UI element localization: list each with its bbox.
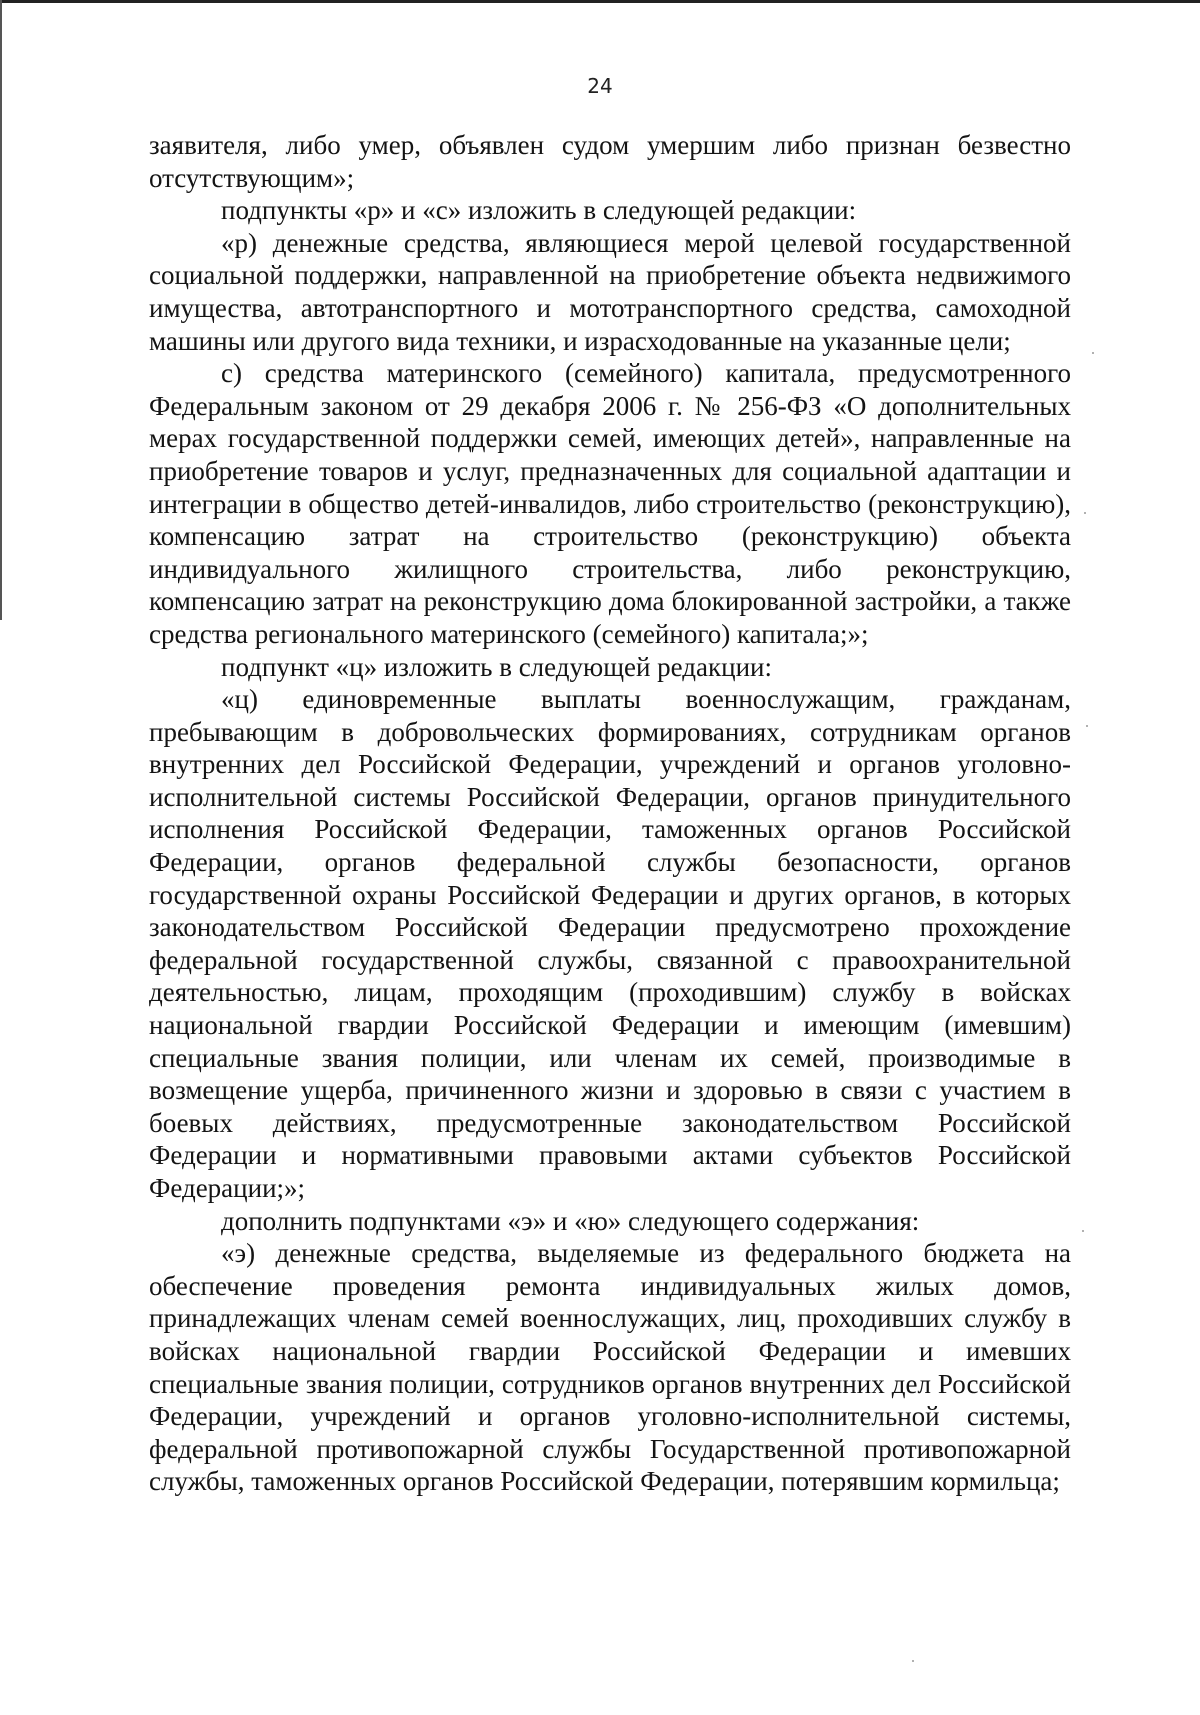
paragraph-subitem-e: «э) денежные средства, выделяемые из федерального бюджета на обеспечение проведения ремонта индивидуальных жилых домов, принадлежащих членам семей военнослужащих, лиц, проходивших службу в войсках национальной гвардии Российской Федерации и имевших специальные звания полиции, сотрудников органов внутренних дел Российской Федерации, учреждений и органов уголовно-исполнительной системы, федеральной противопожарной службы Государственной противопожарной службы, таможенных органов Российской Федерации, потерявшим кормильца; — [149, 1238, 1071, 1497]
page-number: 24 — [587, 74, 613, 98]
document-body — [149, 129, 1071, 1498]
paragraph-subitem-ts: «ц) единовременные выплаты военнослужащим, гражданам, пребывающим в добровольческих формированиях, сотрудникам органов внутренних дел Российской Федерации, учреждений и органов уголовно-исполнительной системы Российской Федерации, органов принудительного исполнения Российской Федерации, таможенных органов Российской Федерации, органов федеральной службы безопасности, органов государственной охраны Российской Федерации и других органов, в которых законодательством Российской Федерации предусмотрено прохождение федеральной государственной службы, связанной с правоохранительной деятельностью, лицам, проходящим (проходившим) службу в войсках национальной гвардии Российской Федерации и имеющим (имевшим) специальные звания полиции, или членам их семей, производимые в возмещение ущерба, причиненного жизни и здоровью в связи с участием в боевых действиях, предусмотренные законодательством Российской Федерации и нормативными правовыми актами субъектов Российской Федерации;»; — [149, 684, 1071, 1203]
scan-speck — [1084, 512, 1086, 514]
scan-speck — [1086, 725, 1088, 727]
paragraph-instruction-r-s: подпункты «р» и «с» изложить в следующей редакции: — [221, 195, 857, 226]
paragraph-instruction-e-yu: дополнить подпунктами «э» и «ю» следующего содержания: — [221, 1205, 920, 1236]
paragraph-subitem-s: с) средства материнского (семейного) капитала, предусмотренного Федеральным законом от 29 декабря 2006 г. № 256-ФЗ «О дополнительных мерах государственной поддержки семей, имеющих детей», направленные на приобретение товаров и услуг, предназначенных для социальной адаптации и интеграции в общество детей-инвалидов, либо строительство (реконструкцию), компенсацию затрат на строительство (реконструкцию) объекта индивидуального жилищного строительства, либо реконструкцию, компенсацию затрат на реконструкцию дома блокированной застройки, а также средства регионального материнского (семейного) капитала;»; — [149, 358, 1071, 649]
scan-speck — [1082, 1230, 1084, 1232]
paragraph-continuation: заявителя, либо умер, объявлен судом умершим либо признан безвестно отсутствующим»; — [149, 130, 1071, 193]
paragraph-subitem-r: «р) денежные средства, являющиеся мерой целевой государственной социальной поддержки, направленной на приобретение объекта недвижимого имущества, автотранспортного и мототранспортного средства, самоходной машины или другого вида техники, и израсходованные на указанные цели; — [149, 227, 1071, 356]
scan-speck — [1092, 352, 1094, 354]
paragraph-instruction-ts: подпункт «ц» изложить в следующей редакции: — [221, 651, 772, 682]
scan-top-edge — [0, 0, 1200, 3]
scan-speck — [912, 1660, 914, 1662]
